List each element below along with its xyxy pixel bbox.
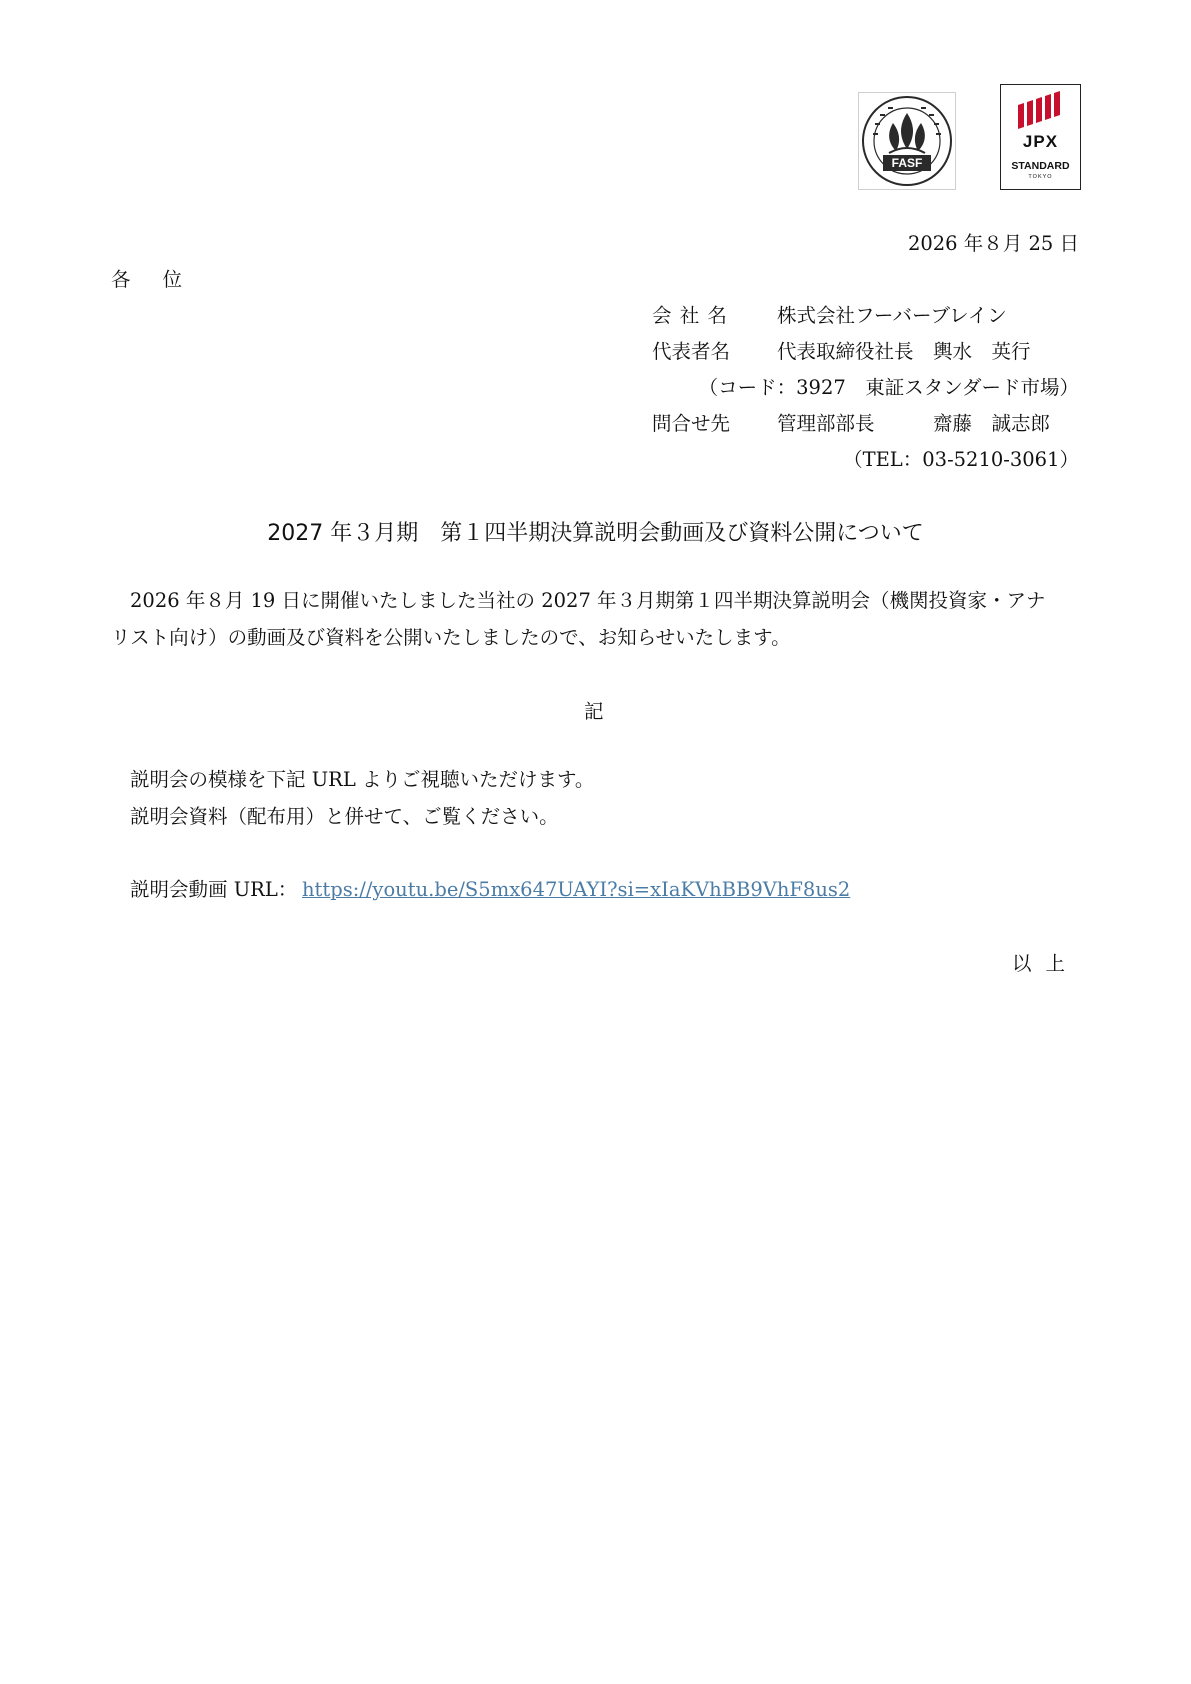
- closing-mark: 以上: [1011, 952, 1079, 975]
- note-line-2: 説明会資料（配布用）と併せて、ご覧ください。: [130, 805, 559, 828]
- ki-heading: 記: [584, 700, 604, 723]
- company-name: 株式会社フーバーブレイン: [777, 304, 1007, 327]
- document-title: 2027 年３月期 第１四半期決算説明会動画及び資料公開について: [267, 521, 924, 546]
- fasf-logo: [858, 92, 956, 190]
- company-label: 会 社 名: [652, 304, 728, 327]
- securities-code: （コード：3927 東証スタンダード市場）: [698, 376, 1079, 399]
- jpx-logo: [1000, 84, 1081, 190]
- contact-person: 管理部部長 齋藤 誠志郎: [777, 412, 1051, 435]
- fasf-label: FASF: [891, 156, 923, 170]
- contact-label: 問合せ先: [652, 412, 731, 435]
- document-date: 2026 年８月 25 日: [907, 232, 1079, 255]
- note-line-1: 説明会の模様を下記 URL よりご視聴いただけます。: [130, 768, 595, 791]
- representative-name: 代表取締役社長 輿水 英行: [777, 340, 1031, 363]
- contact-tel: （TEL：03-5210-3061）: [843, 448, 1079, 471]
- jpx-city-label: TOKYO: [1028, 174, 1053, 180]
- jpx-label: JPX: [1022, 132, 1059, 151]
- fasf-seal-icon: [859, 93, 955, 189]
- body-text-line-1: 2026 年８月 19 日に開催いたしました当社の 2027 年３月期第１四半期決算説明会（機関投資家・アナ: [130, 589, 1046, 612]
- video-url-link[interactable]: https://youtu.be/S5mx647UAYI?si=xIaKVhBB9VhF8us2: [302, 878, 851, 901]
- jpx-market-label: STANDARD: [1011, 160, 1070, 172]
- body-text-line-2: リスト向け）の動画及び資料を公開いたしましたので、お知らせいたします。: [111, 626, 791, 649]
- video-url-label: 説明会動画 URL：: [130, 878, 298, 901]
- representative-label: 代表者名: [652, 340, 731, 363]
- addressee: 各位: [111, 268, 215, 291]
- jpx-bars-icon: [1018, 91, 1064, 131]
